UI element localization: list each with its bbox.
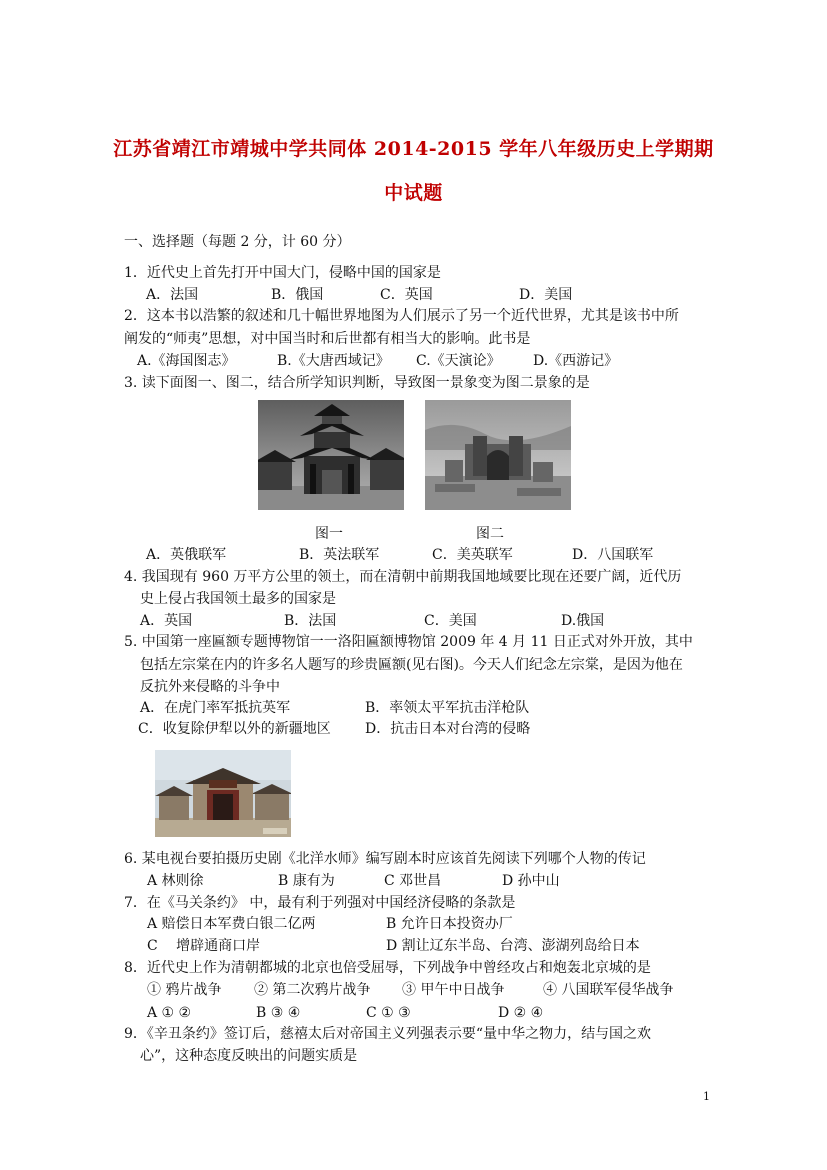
figure-2-caption: 图二	[476, 526, 504, 542]
question-2-option-a: A.《海国图志》	[137, 353, 236, 369]
question-5-option-b: B．率领太平军抗击洋枪队	[365, 700, 530, 716]
question-1-option-c: C．英国	[380, 287, 433, 303]
question-3-stem: 3. 读下面图一、图二，结合所学知识判断，导致图一景象变为图二景象的是	[124, 375, 590, 391]
question-2-option-d: D.《西游记》	[533, 353, 619, 369]
question-5-option-d: D．抗击日本对台湾的侵略	[365, 721, 531, 737]
question-9-stem-line2: 心”，这种态度反映出的问题实质是	[140, 1048, 358, 1064]
question-3-option-d: D．八国联军	[572, 547, 654, 563]
page-number: 1	[703, 1090, 710, 1103]
question-8-option-d: D ② ④	[498, 1005, 544, 1021]
question-1-option-b: B．俄国	[271, 287, 324, 303]
question-8-item-4: ④ 八国联军侵华战争	[543, 982, 674, 998]
document-title-line1: 江苏省靖江市靖城中学共同体 2014-2015 学年八年级历史上学期期	[113, 138, 714, 160]
question-2-stem-line1: 2．这本书以浩繁的叙述和几十幅世界地图为人们展示了另一个近代世界，尤其是该书中所	[124, 308, 679, 324]
question-1-option-d: D．美国	[519, 287, 573, 303]
question-2-stem-line2: 阐发的“师夷”思想，对中国当时和后世都有相当大的影响。此书是	[124, 331, 531, 347]
question-5-stem-line2: 包括左宗棠在内的许多名人题写的珍贵匾额(见右图)。今天人们纪念左宗棠，是因为他在	[140, 657, 683, 673]
question-5-stem-line3: 反抗外来侵略的斗争中	[140, 679, 280, 695]
question-8-option-a: A ① ②	[147, 1005, 192, 1021]
question-1-stem: 1．近代史上首先打开中国大门，侵略中国的国家是	[124, 265, 441, 281]
section-heading: 一、选择题（每题 2 分，计 60 分）	[124, 234, 351, 250]
question-4-stem-line2: 史上侵占我国领土最多的国家是	[140, 591, 336, 607]
question-8-option-b: B ③ ④	[256, 1005, 301, 1021]
question-5-stem-line1: 5. 中国第一座匾额专题博物馆一一洛阳匾额博物馆 2009 年 4 月 11 日正式对外开放，其中	[124, 634, 693, 650]
question-6-option-d: D 孙中山	[502, 873, 560, 889]
question-3-option-a: A．英俄联军	[146, 547, 227, 563]
question-7-option-a: A 赔偿日本军费白银二亿两	[147, 916, 316, 932]
question-5-option-c: C．收复除伊犁以外的新疆地区	[138, 721, 331, 737]
question-1-option-a: A．法国	[146, 287, 199, 303]
question-8-item-2: ② 第二次鸦片战争	[254, 982, 371, 998]
question-5-option-a: A．在虎门率军抵抗英军	[140, 700, 291, 716]
question-4-option-d: D.俄国	[561, 613, 605, 629]
figure-2-ruins-photo	[425, 400, 571, 510]
question-6-option-a: A 林则徐	[147, 873, 204, 889]
question-4-stem-line1: 4. 我国现有 960 万平方公里的领土，而在清朝中前期我国地域要比现在还要广阔，近代历	[124, 569, 682, 585]
question-6-stem: 6. 某电视台要拍摄历史剧《北洋水师》编写剧本时应该首先阅读下列哪个人物的传记	[124, 851, 646, 867]
question-2-option-b: B.《大唐西域记》	[277, 353, 390, 369]
question-2-option-c: C.《天演论》	[416, 353, 501, 369]
question-9-stem-line1: 9．《辛丑条约》签订后，慈禧太后对帝国主义列强表示要“量中华之物力，结与国之欢	[124, 1026, 652, 1042]
question-7-option-d: D 割让辽东半岛、台湾、澎湖列岛给日本	[386, 938, 640, 954]
question-8-item-3: ③ 甲午中日战争	[402, 982, 505, 998]
figure-1-caption: 图一	[315, 526, 343, 542]
figure-1-pavilion-photo	[258, 400, 404, 510]
question-6-option-c: C 邓世昌	[384, 873, 442, 889]
question-8-item-1: ① 鸦片战争	[147, 982, 222, 998]
question-3-option-c: C．美英联军	[432, 547, 513, 563]
question-8-option-c: C ① ③	[366, 1005, 411, 1021]
question-6-option-b: B 康有为	[278, 873, 335, 889]
question-7-option-c: C 增辟通商口岸	[147, 938, 261, 954]
question-4-option-a: A．英国	[140, 613, 193, 629]
document-title-line2: 中试题	[384, 182, 443, 204]
question-8-stem: 8．近代史上作为清朝都城的北京也倍受屈辱，下列战争中曾经攻占和炮轰北京城的是	[124, 960, 651, 976]
museum-gate-photo	[155, 750, 291, 837]
question-4-option-b: B．法国	[284, 613, 337, 629]
question-7-option-b: B 允许日本投资办厂	[386, 916, 513, 932]
question-3-option-b: B．英法联军	[299, 547, 380, 563]
question-4-option-c: C．美国	[424, 613, 477, 629]
question-7-stem: 7．在《马关条约》 中，最有利于列强对中国经济侵略的条款是	[124, 895, 516, 911]
